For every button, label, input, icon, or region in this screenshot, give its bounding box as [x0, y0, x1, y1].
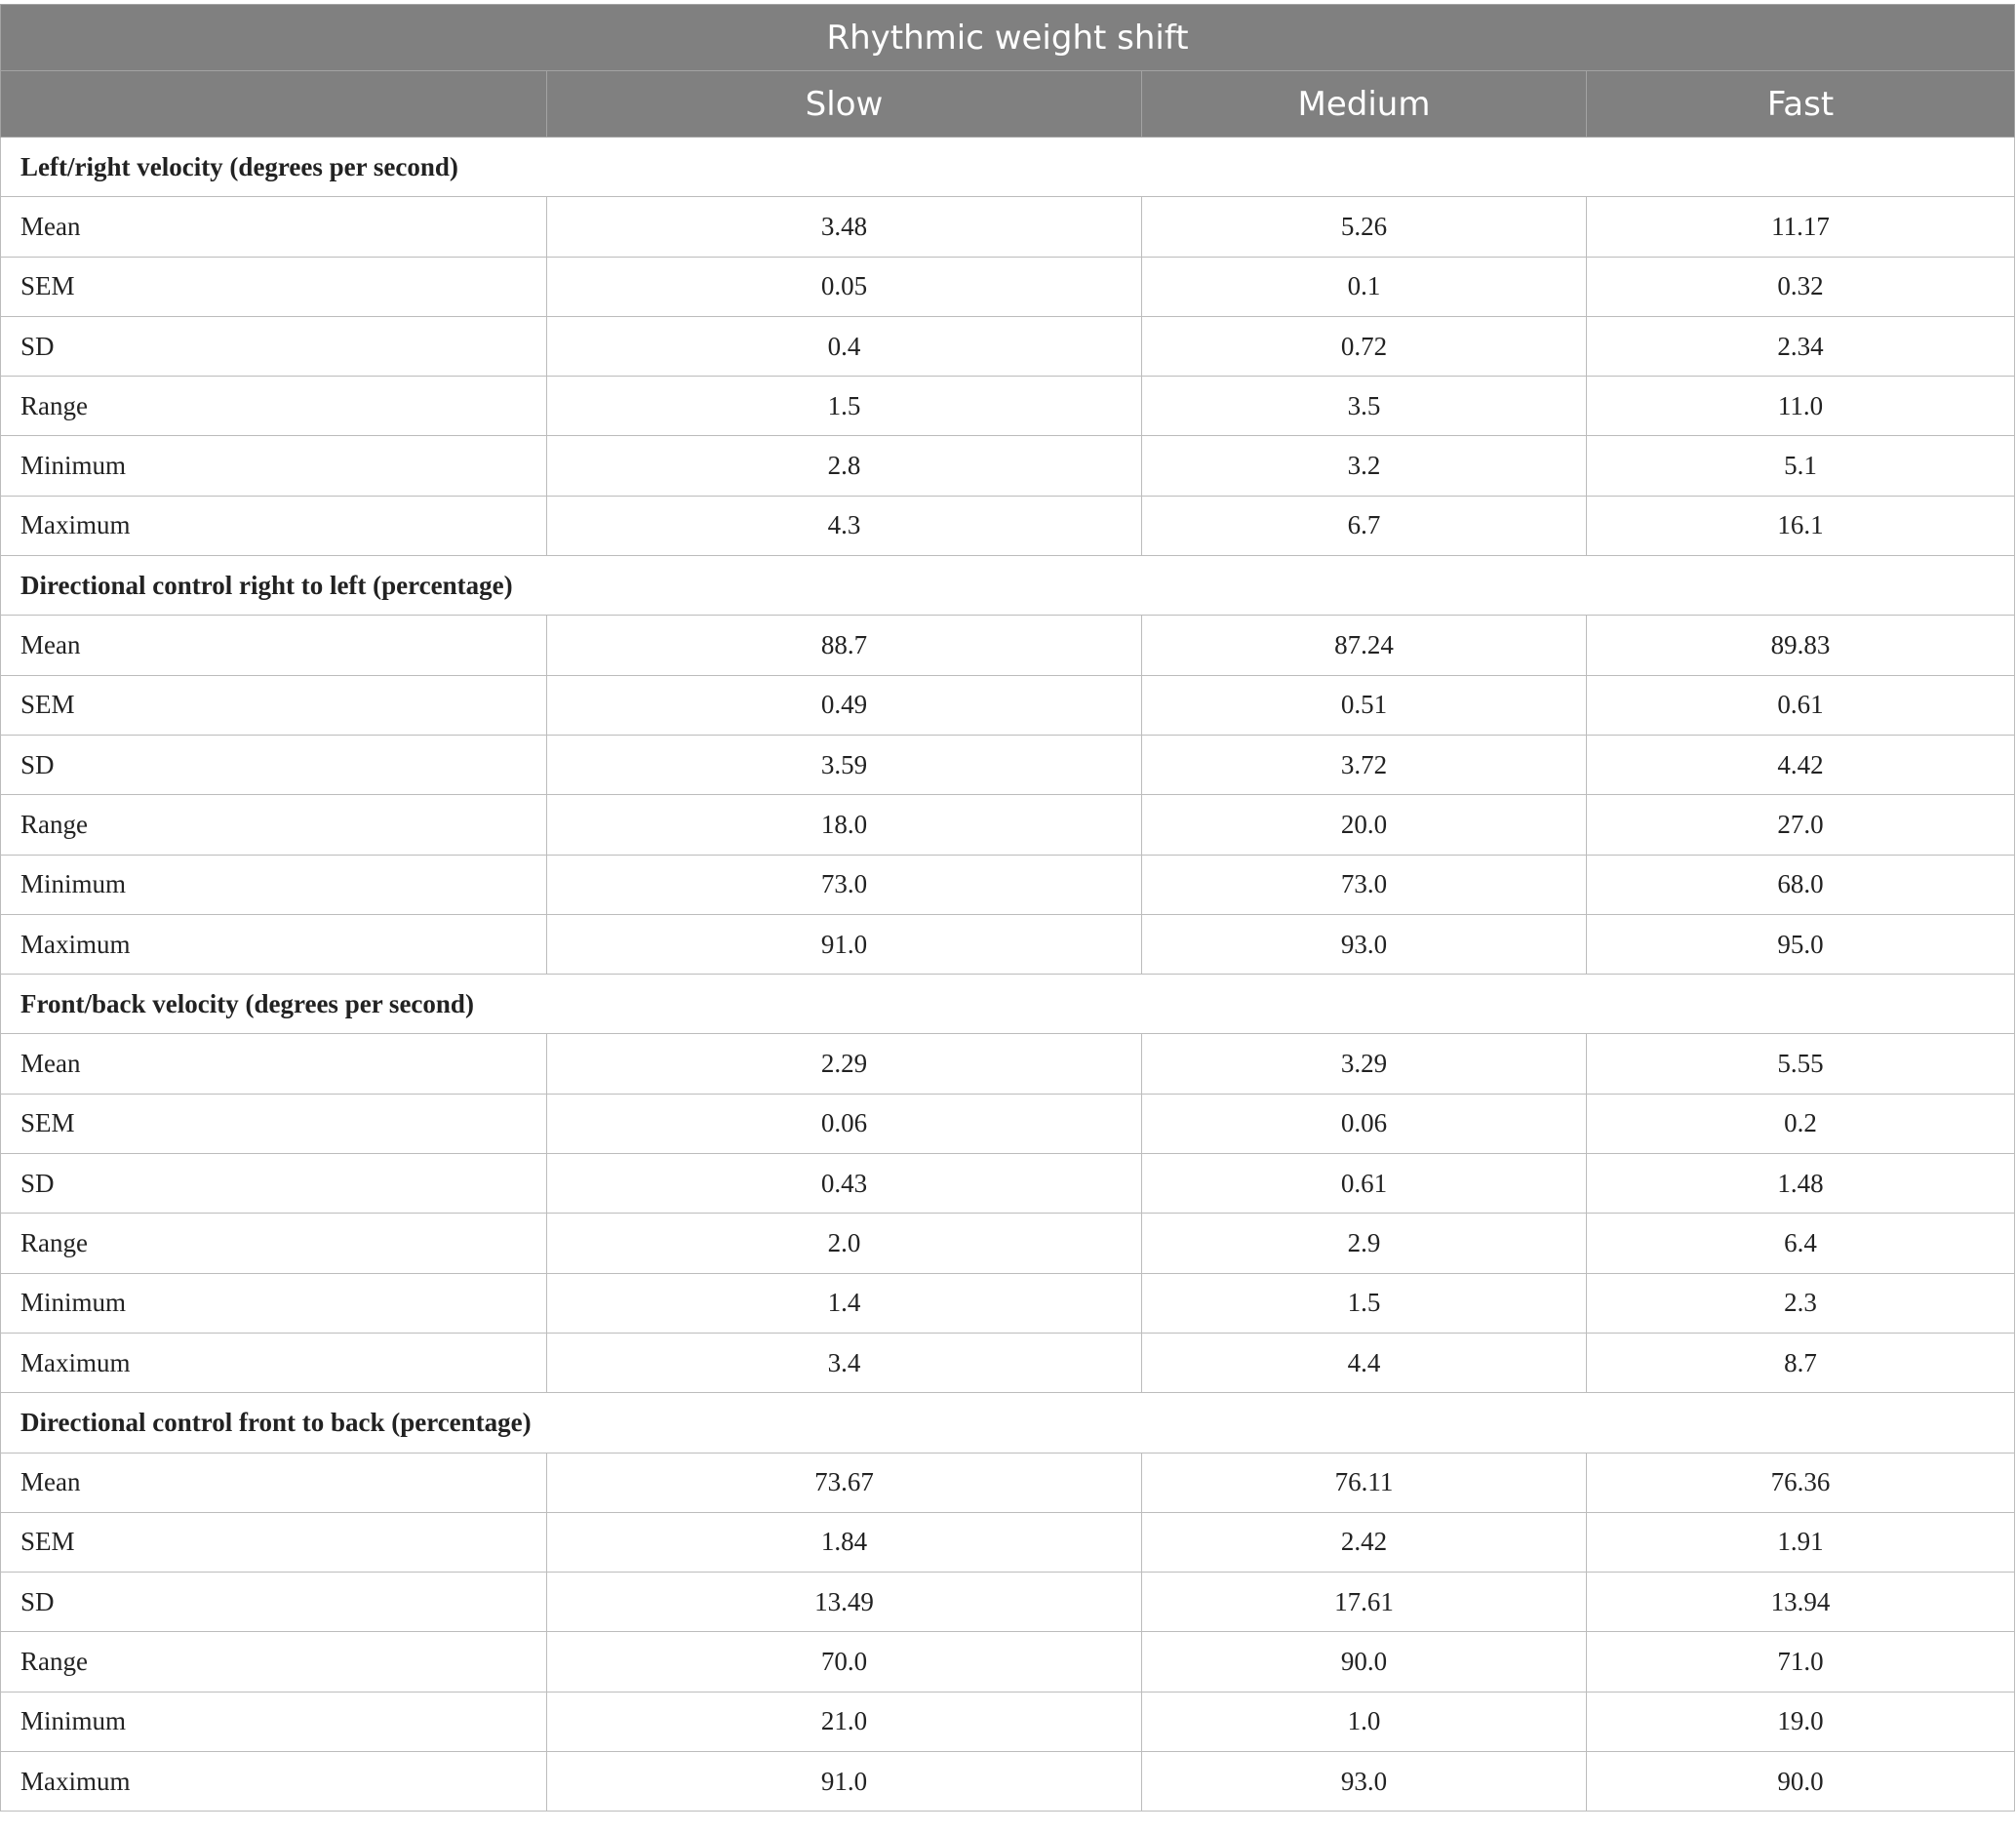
table-row [1, 1273, 2015, 1333]
cell-fast: 4.42 [1587, 735, 2015, 794]
cell-slow: 91.0 [547, 1752, 1142, 1812]
cell-fast: 95.0 [1587, 914, 2015, 974]
cell-medium: 0.06 [1142, 1094, 1587, 1153]
cell-medium: 3.5 [1142, 377, 1587, 436]
section-heading: Directional control right to left (percentage) [1, 556, 2015, 616]
column-header-fast: Fast [1587, 71, 2015, 138]
cell-medium: 6.7 [1142, 496, 1587, 555]
cell-slow: 1.84 [547, 1512, 1142, 1572]
row-label: Mean [1, 616, 547, 675]
column-header-row [1, 71, 2015, 138]
table-row [1, 1692, 2015, 1751]
cell-fast: 27.0 [1587, 795, 2015, 855]
cell-fast: 0.61 [1587, 675, 2015, 735]
table-row [1, 1453, 2015, 1512]
cell-slow: 0.4 [547, 316, 1142, 376]
cell-fast: 2.3 [1587, 1273, 2015, 1333]
cell-fast: 90.0 [1587, 1752, 2015, 1812]
column-header-medium: Medium [1142, 71, 1587, 138]
row-label: SD [1, 735, 547, 794]
cell-medium: 3.2 [1142, 436, 1587, 496]
cell-slow: 0.43 [547, 1154, 1142, 1214]
row-label: Range [1, 795, 547, 855]
cell-slow: 1.4 [547, 1273, 1142, 1333]
row-label: Range [1, 1632, 547, 1692]
row-label: Minimum [1, 855, 547, 914]
cell-fast: 0.32 [1587, 257, 2015, 316]
table-row [1, 1094, 2015, 1153]
cell-fast: 19.0 [1587, 1692, 2015, 1751]
cell-medium: 76.11 [1142, 1453, 1587, 1512]
cell-fast: 2.34 [1587, 316, 2015, 376]
row-label: Mean [1, 197, 547, 257]
cell-medium: 3.29 [1142, 1034, 1587, 1094]
cell-fast: 16.1 [1587, 496, 2015, 555]
table-body [1, 138, 2015, 1812]
cell-fast: 11.17 [1587, 197, 2015, 257]
cell-slow: 0.06 [547, 1094, 1142, 1153]
table-row [1, 1214, 2015, 1273]
table-row [1, 197, 2015, 257]
cell-medium: 1.0 [1142, 1692, 1587, 1751]
cell-slow: 3.48 [547, 197, 1142, 257]
cell-fast: 76.36 [1587, 1453, 2015, 1512]
row-label: Maximum [1, 1752, 547, 1812]
column-header-slow: Slow [547, 71, 1142, 138]
table-row [1, 1154, 2015, 1214]
table-title: Rhythmic weight shift [1, 5, 2015, 71]
row-label: SEM [1, 257, 547, 316]
cell-slow: 73.0 [547, 855, 1142, 914]
cell-slow: 13.49 [547, 1573, 1142, 1632]
section-heading-row [1, 138, 2015, 197]
cell-fast: 89.83 [1587, 616, 2015, 675]
section-heading: Left/right velocity (degrees per second) [1, 138, 2015, 197]
cell-slow: 91.0 [547, 914, 1142, 974]
cell-slow: 0.05 [547, 257, 1142, 316]
cell-slow: 3.4 [547, 1333, 1142, 1392]
cell-fast: 5.1 [1587, 436, 2015, 496]
cell-slow: 2.8 [547, 436, 1142, 496]
cell-fast: 71.0 [1587, 1632, 2015, 1692]
table-row [1, 316, 2015, 376]
cell-medium: 3.72 [1142, 735, 1587, 794]
cell-medium: 93.0 [1142, 914, 1587, 974]
column-header-label [1, 71, 547, 138]
title-row [1, 5, 2015, 71]
row-label: SD [1, 316, 547, 376]
cell-medium: 1.5 [1142, 1273, 1587, 1333]
cell-slow: 2.0 [547, 1214, 1142, 1273]
cell-slow: 2.29 [547, 1034, 1142, 1094]
row-label: Maximum [1, 1333, 547, 1392]
cell-fast: 68.0 [1587, 855, 2015, 914]
table-row [1, 1034, 2015, 1094]
row-label: Minimum [1, 1692, 547, 1751]
cell-fast: 6.4 [1587, 1214, 2015, 1273]
row-label: Range [1, 377, 547, 436]
table-row [1, 914, 2015, 974]
cell-medium: 0.51 [1142, 675, 1587, 735]
row-label: SD [1, 1573, 547, 1632]
section-heading: Front/back velocity (degrees per second) [1, 975, 2015, 1034]
cell-slow: 21.0 [547, 1692, 1142, 1751]
cell-medium: 0.72 [1142, 316, 1587, 376]
table-row [1, 1573, 2015, 1632]
section-heading-row [1, 975, 2015, 1034]
table-row [1, 496, 2015, 555]
cell-slow: 3.59 [547, 735, 1142, 794]
section-heading: Directional control front to back (percentage) [1, 1393, 2015, 1453]
cell-medium: 93.0 [1142, 1752, 1587, 1812]
cell-medium: 5.26 [1142, 197, 1587, 257]
cell-fast: 5.55 [1587, 1034, 2015, 1094]
cell-medium: 73.0 [1142, 855, 1587, 914]
cell-slow: 1.5 [547, 377, 1142, 436]
cell-slow: 70.0 [547, 1632, 1142, 1692]
cell-slow: 88.7 [547, 616, 1142, 675]
cell-medium: 87.24 [1142, 616, 1587, 675]
row-label: SEM [1, 1094, 547, 1153]
row-label: SEM [1, 1512, 547, 1572]
cell-slow: 4.3 [547, 496, 1142, 555]
table-row [1, 1632, 2015, 1692]
cell-slow: 0.49 [547, 675, 1142, 735]
table-row [1, 1512, 2015, 1572]
row-label: Maximum [1, 914, 547, 974]
cell-medium: 20.0 [1142, 795, 1587, 855]
row-label: Mean [1, 1034, 547, 1094]
row-label: Mean [1, 1453, 547, 1512]
cell-medium: 17.61 [1142, 1573, 1587, 1632]
cell-medium: 2.9 [1142, 1214, 1587, 1273]
table-row [1, 1333, 2015, 1392]
cell-fast: 0.2 [1587, 1094, 2015, 1153]
cell-medium: 0.1 [1142, 257, 1587, 316]
cell-fast: 1.48 [1587, 1154, 2015, 1214]
table-row [1, 436, 2015, 496]
row-label: SD [1, 1154, 547, 1214]
cell-slow: 18.0 [547, 795, 1142, 855]
cell-slow: 73.67 [547, 1453, 1142, 1512]
table-row [1, 855, 2015, 914]
cell-fast: 8.7 [1587, 1333, 2015, 1392]
table-header [1, 5, 2015, 138]
table-row [1, 795, 2015, 855]
table-row [1, 616, 2015, 675]
cell-medium: 0.61 [1142, 1154, 1587, 1214]
table-row [1, 377, 2015, 436]
cell-fast: 1.91 [1587, 1512, 2015, 1572]
row-label: Maximum [1, 496, 547, 555]
table-row [1, 735, 2015, 794]
cell-medium: 2.42 [1142, 1512, 1587, 1572]
cell-fast: 13.94 [1587, 1573, 2015, 1632]
row-label: Minimum [1, 1273, 547, 1333]
section-heading-row [1, 556, 2015, 616]
row-label: SEM [1, 675, 547, 735]
row-label: Range [1, 1214, 547, 1273]
table-row [1, 675, 2015, 735]
section-heading-row [1, 1393, 2015, 1453]
cell-medium: 90.0 [1142, 1632, 1587, 1692]
cell-medium: 4.4 [1142, 1333, 1587, 1392]
table-row [1, 1752, 2015, 1812]
rhythmic-weight-shift-table [0, 4, 2015, 1812]
cell-fast: 11.0 [1587, 377, 2015, 436]
row-label: Minimum [1, 436, 547, 496]
table-row [1, 257, 2015, 316]
data-table-container [0, 4, 2014, 1812]
